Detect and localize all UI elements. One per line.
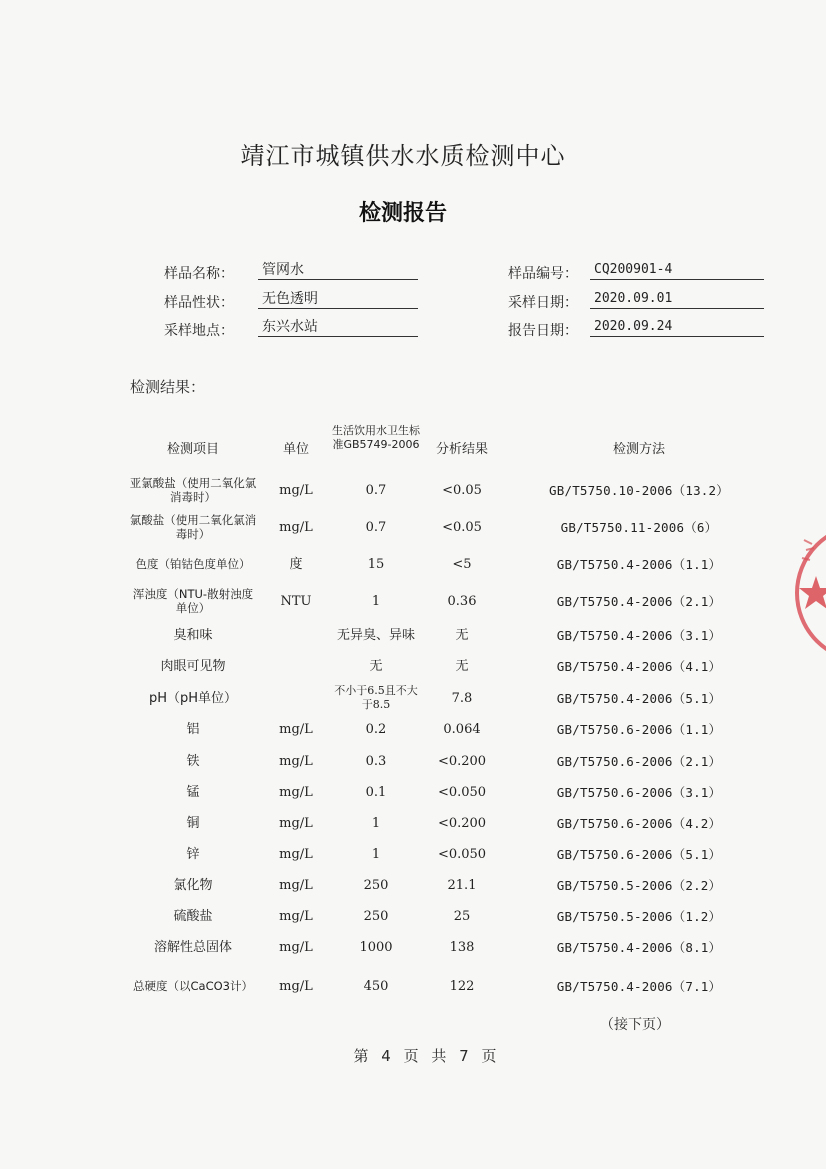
row-method: GB/T5750.6-2006（2.1）: [556, 753, 722, 769]
row-unit: [266, 683, 326, 713]
report-date-label: 报告日期：: [508, 323, 578, 339]
row-unit: mg/L: [279, 519, 313, 535]
column-header-unit: 单位: [282, 442, 309, 457]
row-unit: mg/L: [279, 978, 313, 994]
sampling-date-value: 2020.09.01: [590, 289, 764, 309]
column-header-standard: 生活饮用水卫生标准GB5749-2006: [332, 424, 420, 451]
row-result: 0.36: [447, 593, 477, 609]
row-result: 25: [453, 908, 471, 924]
row-item-name: 总硬度（以CaCO3计）: [133, 979, 253, 993]
organization-title: 靖江市城镇供水水质检测中心: [240, 142, 566, 170]
row-standard-limit: 不小于6.5且不大于8.5: [334, 684, 418, 711]
row-unit: mg/L: [279, 877, 313, 893]
row-method: GB/T5750.11-2006（6）: [560, 519, 718, 535]
row-standard-limit: 1: [371, 815, 381, 831]
sample-state-label: 样品性状：: [164, 295, 234, 311]
row-item-name: 铁: [186, 753, 200, 769]
row-result: 21.1: [447, 877, 477, 893]
row-standard-limit: 无异臭、异味: [336, 627, 415, 643]
row-item-name: 硫酸盐: [173, 908, 213, 924]
row-method: GB/T5750.4-2006（5.1）: [556, 690, 722, 706]
row-standard-limit: 15: [367, 556, 385, 572]
row-method: GB/T5750.5-2006（2.2）: [556, 877, 722, 893]
row-method: GB/T5750.6-2006（5.1）: [556, 846, 722, 862]
report-date-value: 2020.09.24: [590, 317, 764, 337]
row-method: GB/T5750.4-2006（1.1）: [556, 556, 722, 572]
red-seal-stamp-icon: [790, 518, 826, 668]
row-method: GB/T5750.5-2006（1.2）: [556, 908, 722, 924]
sampling-date-label: 采样日期：: [508, 295, 578, 311]
row-standard-limit: 0.3: [365, 753, 387, 769]
sampling-location-value: 东兴水站: [258, 317, 418, 337]
row-unit: mg/L: [279, 908, 313, 924]
row-result: 7.8: [451, 690, 473, 706]
row-standard-limit: 0.7: [365, 519, 387, 535]
row-item-name: 臭和味: [173, 627, 213, 643]
sample-id-value: CQ200901-4: [590, 260, 764, 280]
row-unit: [266, 651, 326, 681]
row-result: <0.200: [437, 753, 487, 769]
column-header-result: 分析结果: [435, 442, 488, 457]
row-unit: mg/L: [279, 482, 313, 498]
sample-state-value: 无色透明: [258, 289, 418, 309]
row-unit: mg/L: [279, 753, 313, 769]
row-result: 无: [455, 627, 469, 643]
row-result: 0.064: [443, 721, 481, 737]
row-unit: mg/L: [279, 721, 313, 737]
row-standard-limit: 450: [363, 978, 389, 994]
row-method: GB/T5750.4-2006（4.1）: [556, 658, 722, 674]
row-result: <0.050: [437, 784, 487, 800]
row-item-name: 铝: [186, 721, 200, 737]
row-method: GB/T5750.10-2006（13.2）: [549, 482, 729, 498]
row-method: GB/T5750.6-2006（3.1）: [556, 784, 722, 800]
row-method: GB/T5750.4-2006（3.1）: [556, 627, 722, 643]
row-standard-limit: 1: [371, 593, 381, 609]
row-method: GB/T5750.4-2006（8.1）: [556, 939, 722, 955]
row-result: 138: [449, 939, 475, 955]
row-unit: mg/L: [279, 784, 313, 800]
row-unit: NTU: [280, 593, 312, 609]
row-item-name: 亚氯酸盐（使用二氧化氯消毒时）: [129, 476, 257, 504]
row-unit: mg/L: [279, 939, 313, 955]
row-result: 无: [455, 658, 469, 674]
row-standard-limit: 0.1: [365, 784, 387, 800]
column-header-method: 检测方法: [612, 442, 665, 457]
row-item-name: 铜: [186, 815, 200, 831]
sampling-location-label: 采样地点：: [164, 323, 234, 339]
row-unit: 度: [289, 556, 303, 572]
row-item-name: pH（pH单位）: [148, 690, 238, 706]
row-result: <0.200: [437, 815, 487, 831]
row-result: 122: [449, 978, 475, 994]
row-standard-limit: 1000: [359, 939, 393, 955]
column-header-item: 检测项目: [166, 442, 219, 457]
row-standard-limit: 0.2: [365, 721, 387, 737]
sample-id-label: 样品编号：: [508, 266, 578, 282]
row-standard-limit: 250: [363, 877, 389, 893]
results-section-label: 检测结果：: [130, 378, 206, 396]
row-method: GB/T5750.6-2006（1.1）: [556, 721, 722, 737]
row-item-name: 锰: [186, 784, 200, 800]
row-standard-limit: 250: [363, 908, 389, 924]
sample-name-value: 管网水: [258, 260, 418, 280]
row-method: GB/T5750.4-2006（7.1）: [556, 978, 722, 994]
row-item-name: 氯化物: [173, 877, 213, 893]
page-number: 第 4 页 共 7 页: [353, 1047, 497, 1065]
row-standard-limit: 无: [369, 658, 383, 674]
row-result: <5: [452, 556, 472, 572]
continued-note: （接下页）: [600, 1017, 670, 1033]
row-method: GB/T5750.6-2006（4.2）: [556, 815, 722, 831]
row-standard-limit: 1: [371, 846, 381, 862]
row-result: <0.050: [437, 846, 487, 862]
row-method: GB/T5750.4-2006（2.1）: [556, 593, 722, 609]
row-item-name: 肉眼可见物: [160, 658, 226, 674]
row-standard-limit: 0.7: [365, 482, 387, 498]
row-result: <0.05: [442, 482, 482, 498]
row-item-name: 溶解性总固体: [153, 939, 232, 955]
row-item-name: 色度（铂钴色度单位）: [135, 557, 251, 571]
row-result: <0.05: [442, 519, 482, 535]
sample-name-label: 样品名称：: [164, 266, 234, 282]
row-unit: [266, 620, 326, 650]
row-unit: mg/L: [279, 815, 313, 831]
row-item-name: 锌: [186, 846, 200, 862]
row-unit: mg/L: [279, 846, 313, 862]
row-item-name: 氯酸盐（使用二氧化氯消毒时）: [129, 513, 257, 541]
row-item-name: 浑浊度（NTU-散射浊度单位）: [132, 587, 254, 615]
report-title: 检测报告: [358, 201, 447, 226]
